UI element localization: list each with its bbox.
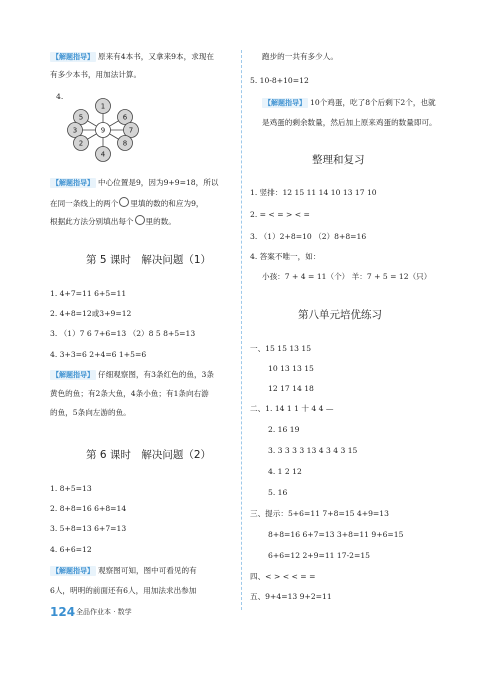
- unit8-part3-line2: 8+8=16 6+7=13 3+8=11 9+6=15: [268, 530, 404, 539]
- l6-answer-2: 2. 8+8=16 6+8=14: [50, 504, 127, 513]
- l6-answer-3: 3. 5+8=13 6+7=13: [50, 524, 127, 533]
- unit8-part1-line1: 一、15 15 13 15: [250, 344, 312, 353]
- l5-note-2: 黄色的鱼；有2条大鱼，4条小鱼；有1条向右游: [50, 389, 209, 398]
- review-answer-4b: 小孩：7 + 4 = 11（个） 羊：7 + 5 = 12（只）: [262, 272, 432, 281]
- q4-note-1: 【解题指导】 中心位置是9，因为9+9=18，所以: [52, 178, 219, 187]
- l5-answer-3: 3. （1）7 6 7+6=13 （2）8 5 8+5=13: [50, 329, 196, 338]
- number-flower-diagram: [66, 97, 144, 163]
- flower-node-number: 5: [78, 113, 84, 122]
- l6-note-2: 6人，明明的前面还有6人，用加法求出参加: [50, 586, 197, 595]
- column-divider: [241, 50, 242, 610]
- unit8-part1-line2: 10 13 13 15: [268, 364, 314, 373]
- unit8-part2-line3: 3. 3 3 3 3 13 4 3 4 3 15: [268, 446, 358, 455]
- flower-node-number: 7: [128, 126, 134, 135]
- unit8-part2-line5: 5. 16: [268, 488, 288, 497]
- q4-note-2: 在同一条线上的两个 里填的数的和应为9，: [50, 199, 204, 208]
- book-title: 全品作业本 · 数学: [76, 608, 132, 616]
- review-answer-3: 3. （1）2+8=10 （2）8+8=16: [250, 232, 367, 241]
- flower-node-number: 4: [100, 150, 106, 159]
- q4-note-3: 根据此方法分别填出每个 里的数。: [50, 217, 176, 226]
- flower-node-number: 8: [122, 139, 128, 148]
- flower-node-number: 2: [78, 139, 84, 148]
- tip-tag: 【解题指导】: [52, 53, 94, 61]
- answer-5: 5. 10-8+10=12: [250, 76, 309, 85]
- review-answer-4: 4. 答案不唯一，如：: [250, 252, 321, 261]
- l5-answer-2: 2. 4+8=12或3+9=12: [50, 309, 132, 318]
- flower-node-number: 9: [100, 126, 106, 135]
- q5-note-1: 【解题指导】 10个鸡蛋，吃了8个后剩下2个，也就: [264, 98, 436, 107]
- top-note-1: 【解题指导】 原来有4本书，又拿来9本，求现在: [52, 52, 214, 61]
- unit8-part2-line4: 4. 1 2 12: [268, 467, 302, 476]
- question-4-label: 4.: [56, 92, 64, 101]
- unit8-part3-line1: 三、提示：5+6=11 7+8=15 4+9=13: [250, 509, 389, 518]
- unit8-part4: 四、< > < < = =: [250, 572, 316, 581]
- l6-answer-4: 4. 6+6=12: [50, 545, 92, 554]
- page-number: 124: [50, 605, 76, 619]
- unit8-part2-line1: 二、1. 14 1 1 十 4 4 —: [250, 404, 334, 413]
- unit8-part1-line3: 12 17 14 18: [268, 384, 314, 393]
- circle-icon: [135, 215, 145, 225]
- top-right-1: 跑步的一共有多少人。: [262, 52, 338, 61]
- unit-8-title: 第八单元培优练习: [298, 309, 382, 321]
- lesson-6-title: 第 6 课时 解决问题（2）: [86, 449, 212, 461]
- l5-answer-4: 4. 3+3=6 2+4=6 1+5=6: [50, 350, 147, 359]
- top-note-2: 有多少本书，用加法计算。: [50, 70, 142, 79]
- l6-note-1: 【解题指导】 观察图可知，图中可看见的有: [52, 566, 197, 575]
- flower-node-number: 6: [122, 113, 128, 122]
- l5-answer-1: 1. 4+7=11 6+5=11: [50, 289, 127, 298]
- unit8-part3-line3: 6+6=12 2+9=11 17-2=15: [268, 551, 371, 560]
- flower-node-number: 3: [72, 126, 78, 135]
- flower-node-number: 1: [100, 102, 106, 111]
- review-answer-1: 1. 竖排：12 15 11 14 10 13 17 10: [250, 188, 377, 197]
- unit8-part5: 五、9+4=13 9+2=11: [250, 592, 332, 601]
- l5-note-1: 【解题指导】 仔细观察图，有3条红色的鱼，3条: [52, 370, 214, 379]
- lesson-5-title: 第 5 课时 解决问题（1）: [86, 254, 212, 266]
- l5-note-3: 的鱼，5条向左游的鱼。: [50, 408, 131, 417]
- l6-answer-1: 1. 8+5=13: [50, 484, 92, 493]
- review-answer-2: 2. = < = > < =: [250, 210, 310, 219]
- unit8-part2-line2: 2. 16 19: [268, 425, 300, 434]
- q5-note-2: 是鸡蛋的剩余数量，然后加上原来鸡蛋的数量即可。: [262, 118, 437, 127]
- review-title: 整理和复习: [312, 154, 365, 166]
- circle-icon: [119, 197, 129, 207]
